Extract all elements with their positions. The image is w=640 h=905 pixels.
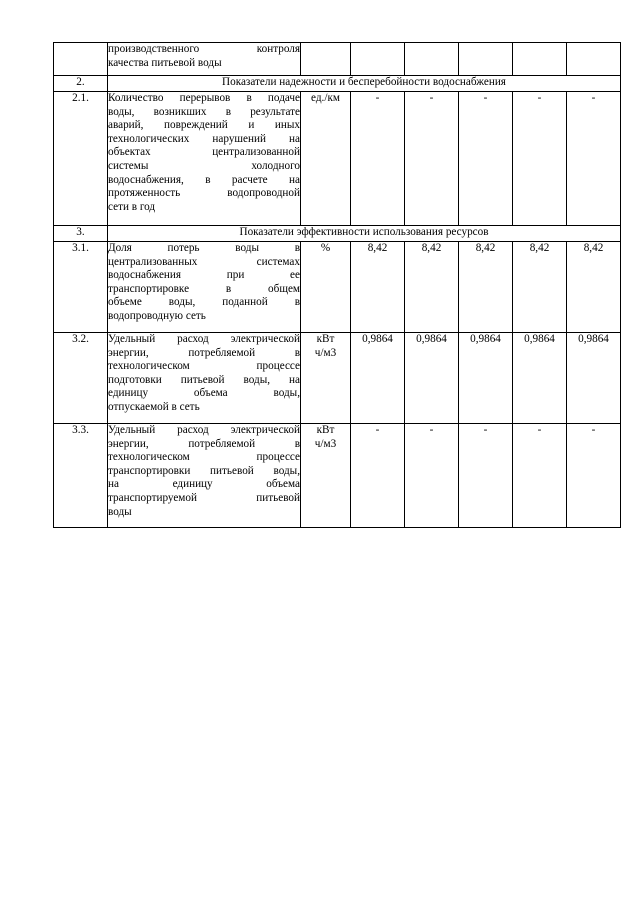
value-cell — [459, 43, 513, 76]
section-header-row — [54, 226, 621, 242]
section-header-row — [54, 76, 621, 92]
table-row — [54, 43, 621, 76]
row-number: 3.3. — [54, 424, 108, 528]
row-number: 2.1. — [54, 92, 108, 226]
value-cell: - — [351, 92, 405, 226]
value-cell: - — [459, 92, 513, 226]
indicator-name: производственного контроля качества питьевой воды — [108, 43, 301, 76]
indicators-table — [53, 42, 621, 528]
unit-cell: ед./км — [301, 92, 351, 226]
value-cell: 8,42 — [351, 242, 405, 333]
table-row — [54, 242, 621, 333]
value-cell — [567, 43, 621, 76]
value-cell: - — [513, 424, 567, 528]
unit-cell: % — [301, 242, 351, 333]
value-cell: 0,9864 — [459, 333, 513, 424]
indicator-name: Доля потерь воды в централизованных системах водоснабжения при ее транспортировке в общем объеме воды, поданной в водопроводную сеть — [108, 242, 301, 333]
section-number: 3. — [54, 226, 108, 242]
value-cell — [405, 43, 459, 76]
row-number: 3.2. — [54, 333, 108, 424]
unit-cell: кВт ч/м3 — [301, 333, 351, 424]
unit-cell — [301, 43, 351, 76]
indicator-name: Количество перерывов в подаче воды, возникших в результате аварий, повреждений и иных технологических нарушений на объектах централизованной системы холодного водоснабжения, в расчете на протяженность водопроводной сети в год — [108, 92, 301, 226]
table-row — [54, 424, 621, 528]
value-cell: 8,42 — [567, 242, 621, 333]
value-cell: - — [351, 424, 405, 528]
value-cell: - — [513, 92, 567, 226]
table-row — [54, 333, 621, 424]
value-cell: 0,9864 — [513, 333, 567, 424]
indicator-name: Удельный расход электрической энергии, потребляемой в технологическом процессе транспортировки питьевой воды, на единицу объема транспортируемой питьевой воды — [108, 424, 301, 528]
row-number — [54, 43, 108, 76]
value-cell — [513, 43, 567, 76]
value-cell: - — [405, 424, 459, 528]
section-title: Показатели эффективности использования ресурсов — [108, 226, 621, 242]
value-cell: 0,9864 — [351, 333, 405, 424]
value-cell: 0,9864 — [567, 333, 621, 424]
table-row — [54, 92, 621, 226]
value-cell: 8,42 — [513, 242, 567, 333]
value-cell: 0,9864 — [405, 333, 459, 424]
row-number: 3.1. — [54, 242, 108, 333]
value-cell: - — [405, 92, 459, 226]
value-cell: - — [567, 424, 621, 528]
value-cell: - — [567, 92, 621, 226]
section-title: Показатели надежности и бесперебойности водоснабжения — [108, 76, 621, 92]
value-cell: 8,42 — [405, 242, 459, 333]
value-cell — [351, 43, 405, 76]
unit-cell: кВт ч/м3 — [301, 424, 351, 528]
indicator-name: Удельный расход электрической энергии, потребляемой в технологическом процессе подготовки питьевой воды, на единицу объема воды, отпускаемой в сеть — [108, 333, 301, 424]
section-number: 2. — [54, 76, 108, 92]
value-cell: 8,42 — [459, 242, 513, 333]
value-cell: - — [459, 424, 513, 528]
